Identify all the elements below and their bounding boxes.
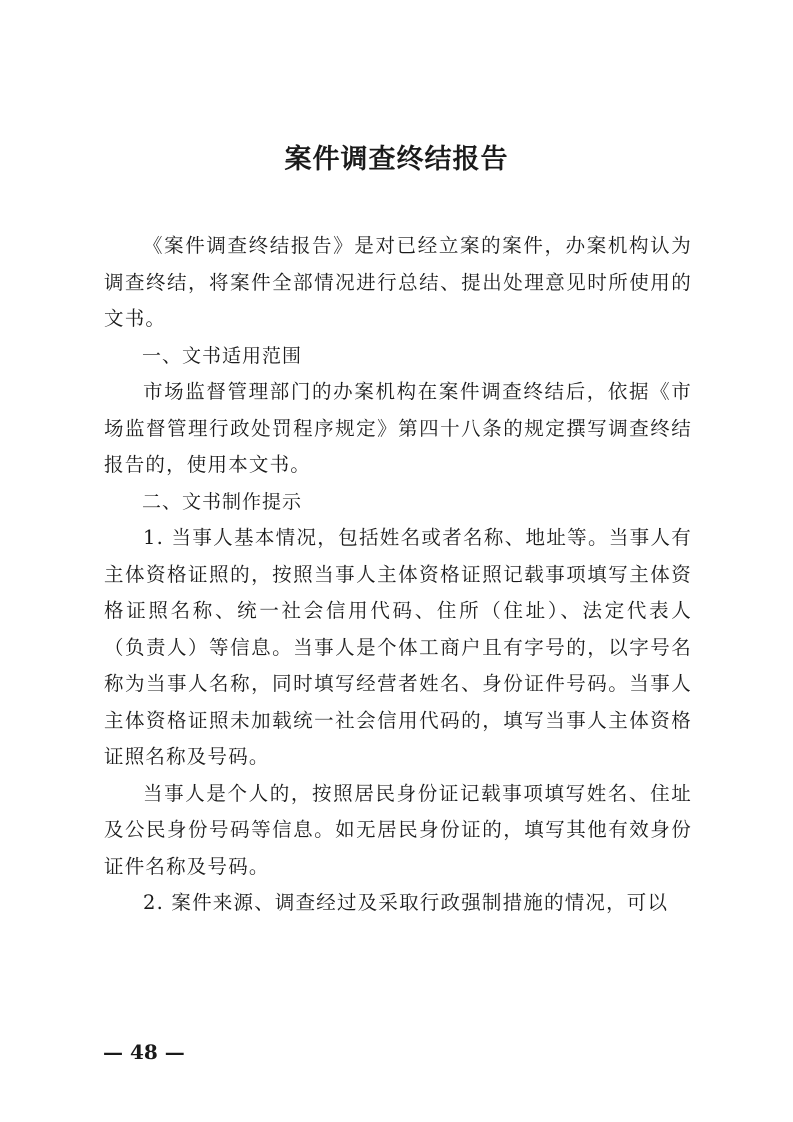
intro-paragraph: 《案件调查终结报告》是对已经立案的案件，办案机构认为调查终结，将案件全部情况进行总结、提出处理意见时所使用的文书。 [104, 234, 692, 330]
tip-paragraph-1: 1. 当事人基本情况，包括姓名或者名称、地址等。当事人有主体资格证照的，按照当事人主体资格证照记载事项填写主体资格证照名称、统一社会信用代码、住所（住址）、法定代表人（负责人）等信息。当事人是个体工商户且有字号的，以字号名称为当事人名称，同时填写经营者姓名、身份证件号码。当事人主体资格证照未加载统一社会信用代码的，填写当事人主体资格证照名称及号码。 [104, 526, 692, 768]
document-title: 案件调查终结报告 [284, 144, 509, 175]
tip-paragraph-individual: 当事人是个人的，按照居民身份证记载事项填写姓名、住址及公民身份号码等信息。如无居民身份证的，填写其他有效身份证件名称及号码。 [104, 781, 692, 878]
section-heading-tips: 二、文书制作提示 [142, 490, 303, 513]
page-number: — 48 — [103, 1040, 185, 1064]
document-body [104, 228, 692, 922]
tip-paragraph-2: 2. 案件来源、调查经过及采取行政强制措施的情况，可以 [143, 891, 669, 914]
scope-paragraph: 市场监督管理部门的办案机构在案件调查终结后，依据《市场监督管理行政处罚程序规定》第四十八条的规定撰写调查终结报告的，使用本文书。 [104, 380, 692, 476]
section-heading-scope: 一、文书适用范围 [142, 344, 303, 367]
